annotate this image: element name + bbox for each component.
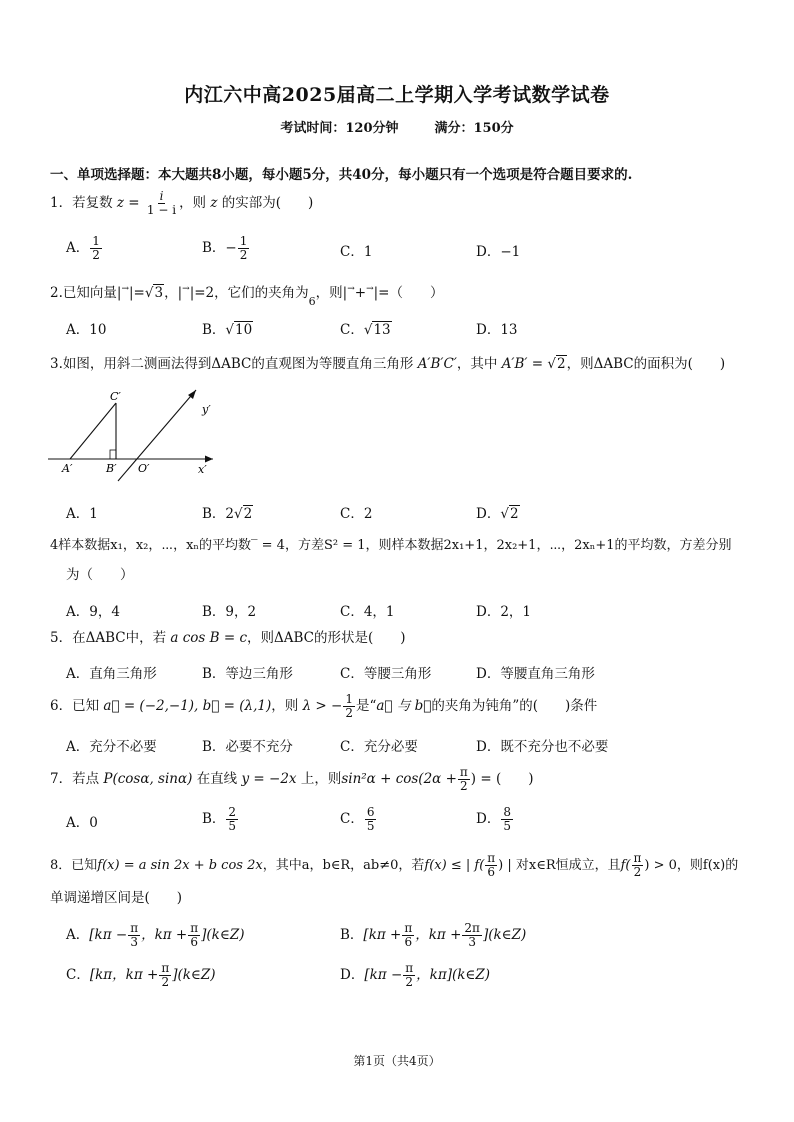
question-8-line2: 单调递增区间是( ) bbox=[50, 890, 183, 906]
option-d[interactable]: D． $\frac{8}{5}$ bbox=[476, 805, 511, 833]
option-a[interactable]: A．充分不必要 bbox=[66, 739, 157, 755]
option-c[interactable]: C．4，1 bbox=[340, 604, 395, 620]
option-a[interactable]: A．直角三角形 bbox=[66, 666, 157, 682]
question-7: 7．若点 P(cosα, sinα) 在直线 y = −2x 上，则sin²α + cos(2α + $\frac{\pi}{2}$ ) = ( ) bbox=[50, 765, 534, 793]
option-c[interactable]: C．√13 bbox=[340, 322, 391, 338]
option-b[interactable]: B．必要不充分 bbox=[202, 739, 293, 755]
label-c: C′ bbox=[110, 390, 121, 403]
label-y: y′ bbox=[202, 403, 211, 416]
option-a[interactable]: A． $\frac{1}{2}$ bbox=[66, 234, 100, 262]
option-c[interactable]: C．2 bbox=[340, 506, 373, 522]
question-4: 4样本数据x₁，x₂，⋯，xₙ的平均数‾ = 4，方差S² = 1，则样本数据2x₁+1，2x₂+1，⋯，2xₙ+1的平均数，方差分别 bbox=[50, 538, 732, 553]
option-a[interactable]: A．[kπ − $\frac{\pi}{3}$ ，kπ + $\frac{\pi}{6}$ ](k∈Z) bbox=[66, 921, 245, 949]
option-b[interactable]: B．− $\frac{1}{2}$ bbox=[202, 234, 248, 262]
option-d[interactable]: D．−1 bbox=[476, 244, 521, 260]
label-a: A′ bbox=[62, 462, 73, 475]
page-footer: 第1页（共4页） bbox=[353, 1054, 441, 1068]
option-b[interactable]: B．2√2 bbox=[202, 506, 253, 522]
question-6-options bbox=[66, 735, 766, 765]
vector-arrow-icon: → bbox=[366, 284, 374, 294]
option-b[interactable]: B．[kπ + $\frac{\pi}{6}$ ，kπ + $\frac{2\pi}{3}$ ](k∈Z) bbox=[340, 921, 527, 949]
label-x: x′ bbox=[198, 463, 207, 476]
option-b[interactable]: B． $\frac{2}{5}$ bbox=[202, 805, 237, 833]
option-c[interactable]: C．1 bbox=[340, 244, 373, 260]
option-a[interactable]: A．0 bbox=[66, 815, 98, 831]
option-d[interactable]: D．13 bbox=[476, 322, 518, 338]
option-b[interactable]: B．√10 bbox=[202, 322, 253, 338]
question-1: 1．若复数 z = $\frac{i}{1 - i}$ ，则 z 的实部为( ) bbox=[50, 189, 314, 217]
question-8: 8．已知f(x) = a sin 2x + b cos 2x，其中a，b∈R，ab≠0，若f(x) ≤ | f( $\frac{\pi}{6}$ ) | 对x∈R恒成立，且f( $\frac{\pi}{2}$ ) > 0，则f(x)的 bbox=[50, 851, 739, 879]
label-o: O′ bbox=[138, 462, 150, 475]
question-8-options-row1 bbox=[66, 922, 766, 952]
option-c[interactable]: C．[kπ，kπ + $\frac{\pi}{2}$ ](k∈Z) bbox=[66, 961, 216, 989]
question-4-options bbox=[66, 600, 766, 630]
option-c[interactable]: C．充分必要 bbox=[340, 739, 418, 755]
vector-arrow-icon: → bbox=[182, 284, 190, 294]
option-d[interactable]: D．2，1 bbox=[476, 604, 532, 620]
exam-time: 考试时间：120分钟 bbox=[280, 121, 399, 136]
option-a[interactable]: A．1 bbox=[66, 506, 98, 522]
option-c[interactable]: C．等腰三角形 bbox=[340, 666, 432, 682]
question-5-options bbox=[66, 662, 766, 692]
question-5: 5．在ΔABC中，若 a cos B = c，则ΔABC的形状是( ) bbox=[50, 630, 406, 646]
option-a[interactable]: A．9，4 bbox=[66, 604, 120, 620]
question-7-options bbox=[66, 806, 766, 836]
option-d[interactable]: D．[kπ − $\frac{\pi}{2}$ ，kπ](k∈Z) bbox=[340, 961, 491, 989]
question-3-options bbox=[66, 502, 766, 532]
question-2: 2.已知向量|→|=√3，|→|=2，它们的夹角为$_6$，则|→+→|=（ ） bbox=[50, 284, 444, 308]
question-4-line2: 为（ ） bbox=[66, 567, 134, 583]
exam-info bbox=[0, 117, 794, 136]
label-b: B′ bbox=[106, 462, 117, 475]
option-a[interactable]: A．10 bbox=[66, 322, 107, 338]
option-d[interactable]: D．√2 bbox=[476, 506, 519, 522]
vector-arrow-icon: → bbox=[121, 284, 129, 294]
option-d[interactable]: D．等腰直角三角形 bbox=[476, 666, 595, 682]
question-3: 3.如图，用斜二测画法得到ΔABC的直观图为等腰直角三角形 A′B′C′，其中 A′B′ = √2，则ΔABC的面积为( ) bbox=[50, 356, 726, 372]
question-6: 6．已知 a⃗ = (−2,−1), b⃗ = (λ,1)，则 λ > − $\frac{1}{2}$ 是“a⃗ 与 b⃗的夹角为钝角”的( )条件 bbox=[50, 692, 598, 720]
question-1-options bbox=[66, 235, 766, 265]
question-2-options bbox=[66, 318, 766, 348]
oblique-projection-figure bbox=[48, 387, 228, 487]
question-8-options-row2 bbox=[66, 962, 766, 992]
full-score: 满分：150分 bbox=[434, 121, 514, 136]
option-b[interactable]: B．等边三角形 bbox=[202, 666, 293, 682]
section-heading: 一、单项选择题：本大题共8小题，每小题5分，共40分，每小题只有一个选项是符合题目要求的. bbox=[50, 167, 633, 183]
page-title: 内江六中高2025届高二上学期入学考试数学试卷 bbox=[184, 84, 610, 106]
option-d[interactable]: D．既不充分也不必要 bbox=[476, 739, 609, 755]
option-b[interactable]: B．9，2 bbox=[202, 604, 257, 620]
vector-arrow-icon: → bbox=[347, 284, 355, 294]
option-c[interactable]: C． $\frac{6}{5}$ bbox=[340, 805, 375, 833]
